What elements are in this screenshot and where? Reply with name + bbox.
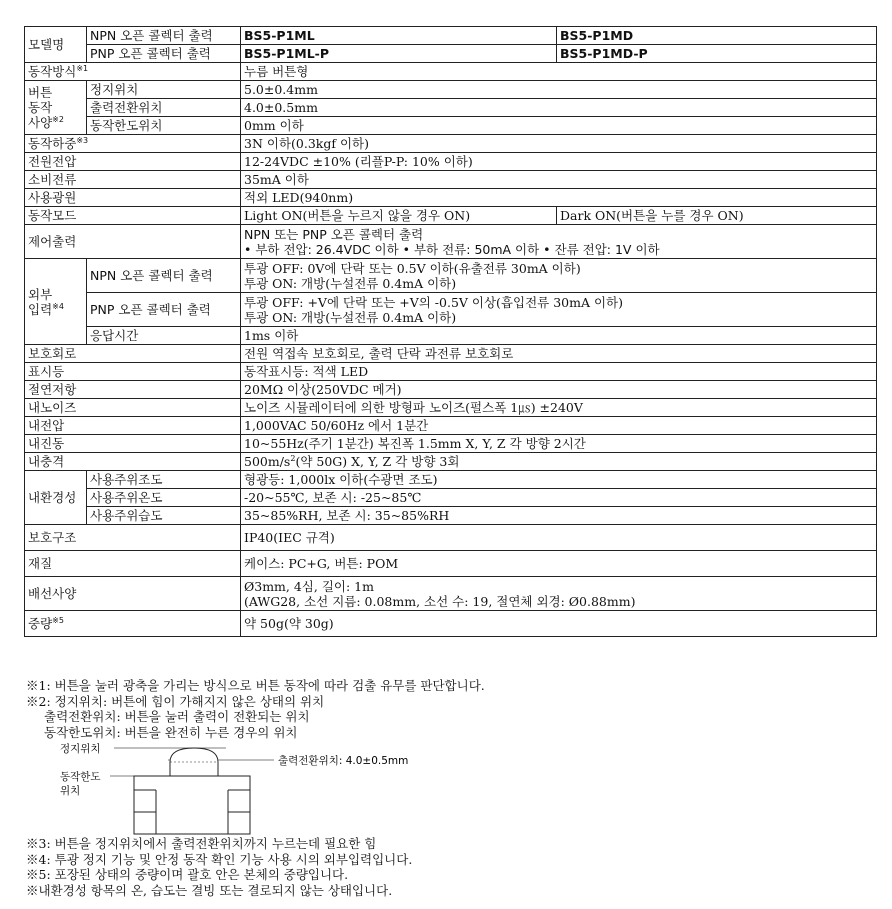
noise-label: 내노이즈 xyxy=(25,399,241,417)
footnote-2-limit: 동작한도위치: 버튼을 완전히 누른 경우의 위치 xyxy=(44,724,298,740)
env-humid-value: 35~85%RH, 보존 시: 35~85%RH xyxy=(241,507,877,525)
light-label: 사용광원 xyxy=(25,189,241,207)
shock-value: $500m/s^2$(약 50G) X, Y, Z 각 방향 3회 xyxy=(241,453,877,471)
indicator-value: 동작표시등: 적색 LED xyxy=(241,363,877,381)
dielectric-label: 내전압 xyxy=(25,417,241,435)
weight-label: 중량$^{※5}$ xyxy=(25,611,241,637)
material-row xyxy=(25,551,877,577)
method-row xyxy=(25,63,877,81)
env-temp-label: 사용주위온도 xyxy=(87,489,241,507)
light-value: 적외 LED(940nm) xyxy=(241,189,877,207)
shock-row xyxy=(25,453,877,471)
limit-position-caption-1: 동작한도 xyxy=(60,771,101,783)
indicator-row xyxy=(25,363,877,381)
mode-row xyxy=(25,207,877,225)
env-temp-value: -20~55℃, 보존 시: -25~85℃ xyxy=(241,489,877,507)
env-label: 내환경성 xyxy=(25,471,87,525)
model-npn-a: BS5-P1ML xyxy=(241,27,557,45)
insulation-label: 절연저항 xyxy=(25,381,241,399)
model-row-npn xyxy=(25,27,877,45)
method-value: 누름 버튼형 xyxy=(241,63,877,81)
supply-value: 12-24VDC ±10% (리플P-P: 10% 이하) xyxy=(241,153,877,171)
ip-value: IP40(IEC 규격) xyxy=(241,525,877,551)
mode-light-on: Light ON(버튼을 누르지 않을 경우 ON) xyxy=(241,207,557,225)
model-pnp-b: BS5-P1MD-P xyxy=(557,45,877,63)
footnote-2: ※2: 정지위치: 버튼에 힘이 가해지지 않은 상태의 위치 xyxy=(26,693,325,709)
ext-npn-row xyxy=(25,259,877,293)
protect-value: 전원 역접속 보호회로, 출력 단락 과전류 보호회로 xyxy=(241,345,877,363)
button-row-switch xyxy=(25,99,877,117)
weight-value: 약 50g(약 30g) xyxy=(241,611,877,637)
force-row xyxy=(25,135,877,153)
material-value: 케이스: PC+G, 버튼: POM xyxy=(241,551,877,577)
noise-row xyxy=(25,399,877,417)
env-illum-label: 사용주위조도 xyxy=(87,471,241,489)
vibration-label: 내진동 xyxy=(25,435,241,453)
weight-row xyxy=(25,611,877,637)
ext-npn-value: 투광 OFF: 0V에 단락 또는 0.5V 이하(유출전류 30mA 이하) 투광 ON: 개방(누설전류 0.4mA 이하) xyxy=(241,259,877,293)
switch-position-label: 출력전환위치 xyxy=(87,99,241,117)
response-row xyxy=(25,327,877,345)
env-row-humid xyxy=(25,507,877,525)
vibration-row xyxy=(25,435,877,453)
method-label: 동작방식$^{※1}$ xyxy=(25,63,241,81)
ip-label: 보호구조 xyxy=(25,525,241,551)
switch-position-value: 4.0±0.5mm xyxy=(241,99,877,117)
spec-table xyxy=(24,26,877,637)
current-row xyxy=(25,171,877,189)
ext-npn-label: NPN 오픈 콜렉터 출력 xyxy=(87,259,241,293)
dielectric-value: 1,000VAC 50/60Hz 에서 1분간 xyxy=(241,417,877,435)
control-row xyxy=(25,225,877,259)
ext-input-label: 외부 입력$^{※4}$ xyxy=(25,259,87,345)
footnote-5: ※5: 포장된 상태의 중량이며 괄호 안은 본체의 중량입니다. xyxy=(26,867,349,882)
footnote-1: ※1: 버튼을 눌러 광축을 가리는 방식으로 버튼 동작에 따라 검출 유무를 판단합니다. xyxy=(26,678,485,693)
button-position-diagram xyxy=(46,740,466,840)
cable-label: 배선사양 xyxy=(25,577,241,611)
limit-position-caption-2: 위치 xyxy=(60,785,81,797)
ip-row xyxy=(25,525,877,551)
button-spec-label: 버튼 동작 사양$^{※2}$ xyxy=(25,81,87,135)
protect-row xyxy=(25,345,877,363)
noise-value: 노이즈 시뮬레이터에 의한 방형파 노이즈(펄스폭 1㎲) ±240V xyxy=(241,399,877,417)
protect-label: 보호회로 xyxy=(25,345,241,363)
insulation-value: 20MΩ 이상(250VDC 메거) xyxy=(241,381,877,399)
footnote-2-switch: 출력전환위치: 버튼을 눌러 출력이 전환되는 위치 xyxy=(44,709,310,724)
vibration-value: 10~55Hz(주기 1분간) 복진폭 1.5mm X, Y, Z 각 방향 2시간 xyxy=(241,435,877,453)
force-value: 3N 이하(0.3kgf 이하) xyxy=(241,135,877,153)
material-label: 재질 xyxy=(25,551,241,577)
stop-position-value: 5.0±0.4mm xyxy=(241,81,877,99)
limit-position-value: 0mm 이하 xyxy=(241,117,877,135)
sensor-body xyxy=(134,776,250,834)
mode-dark-on: Dark ON(버튼을 누를 경우 ON) xyxy=(557,207,877,225)
stop-position-label: 정지위치 xyxy=(87,81,241,99)
switch-position-caption: 출력전환위치: 4.0±0.5mm xyxy=(278,755,409,767)
indicator-label: 표시등 xyxy=(25,363,241,381)
supply-row xyxy=(25,153,877,171)
footnotes-bottom xyxy=(26,836,412,898)
footnote-env: ※내환경성 항목의 온, 습도는 결빙 또는 결로되지 않는 상태입니다. xyxy=(26,882,393,898)
footnote-4: ※4: 투광 정지 기능 및 안정 동작 확인 기능 사용 시의 외부입력입니다. xyxy=(26,851,413,867)
env-humid-label: 사용주위습도 xyxy=(87,507,241,525)
response-value: 1ms 이하 xyxy=(241,327,877,345)
response-label: 응답시간 xyxy=(87,327,241,345)
cable-row xyxy=(25,577,877,611)
pnp-output-label: PNP 오픈 콜렉터 출력 xyxy=(87,45,241,63)
ext-pnp-label: PNP 오픈 콜렉터 출력 xyxy=(87,293,241,327)
npn-output-label: NPN 오픈 콜렉터 출력 xyxy=(87,27,241,45)
control-value: NPN 또는 PNP 오픈 콜렉터 출력 • 부하 전압: 26.4VDC 이하 • 부하 전류: 50mA 이하 • 잔류 전압: 1V 이하 xyxy=(241,225,877,259)
ext-pnp-row xyxy=(25,293,877,327)
cable-value: Ø3mm, 4심, 길이: 1m (AWG28, 소선 지름: 0.08mm, 소선 수: 19, 절연체 외경: Ø0.88mm) xyxy=(241,577,877,611)
button-row-stop xyxy=(25,81,877,99)
model-row-pnp xyxy=(25,45,877,63)
control-label: 제어출력 xyxy=(25,225,241,259)
model-label: 모델명 xyxy=(25,27,87,63)
env-illum-value: 형광등: 1,000lx 이하(수광면 조도) xyxy=(241,471,877,489)
button-row-limit xyxy=(25,117,877,135)
model-npn-b: BS5-P1MD xyxy=(557,27,877,45)
footnote-3: ※3: 버튼을 정지위치에서 출력전환위치까지 누르는데 필요한 힘 xyxy=(26,836,377,851)
insulation-row xyxy=(25,381,877,399)
supply-label: 전원전압 xyxy=(25,153,241,171)
env-row-illum xyxy=(25,471,877,489)
shock-label: 내충격 xyxy=(25,453,241,471)
ext-pnp-value: 투광 OFF: +V에 단락 또는 +V의 -0.5V 이상(흡입전류 30mA 이하) 투광 ON: 개방(누설전류 0.4mA 이하) xyxy=(241,293,877,327)
current-value: 35mA 이하 xyxy=(241,171,877,189)
force-label: 동작하중$^{※3}$ xyxy=(25,135,241,153)
stop-position-caption: 정지위치 xyxy=(60,743,101,755)
light-row xyxy=(25,189,877,207)
current-label: 소비전류 xyxy=(25,171,241,189)
limit-position-label: 동작한도위치 xyxy=(87,117,241,135)
env-row-temp xyxy=(25,489,877,507)
dielectric-row xyxy=(25,417,877,435)
footnotes-top xyxy=(26,678,485,740)
mode-label: 동작모드 xyxy=(25,207,241,225)
model-pnp-a: BS5-P1ML-P xyxy=(241,45,557,63)
